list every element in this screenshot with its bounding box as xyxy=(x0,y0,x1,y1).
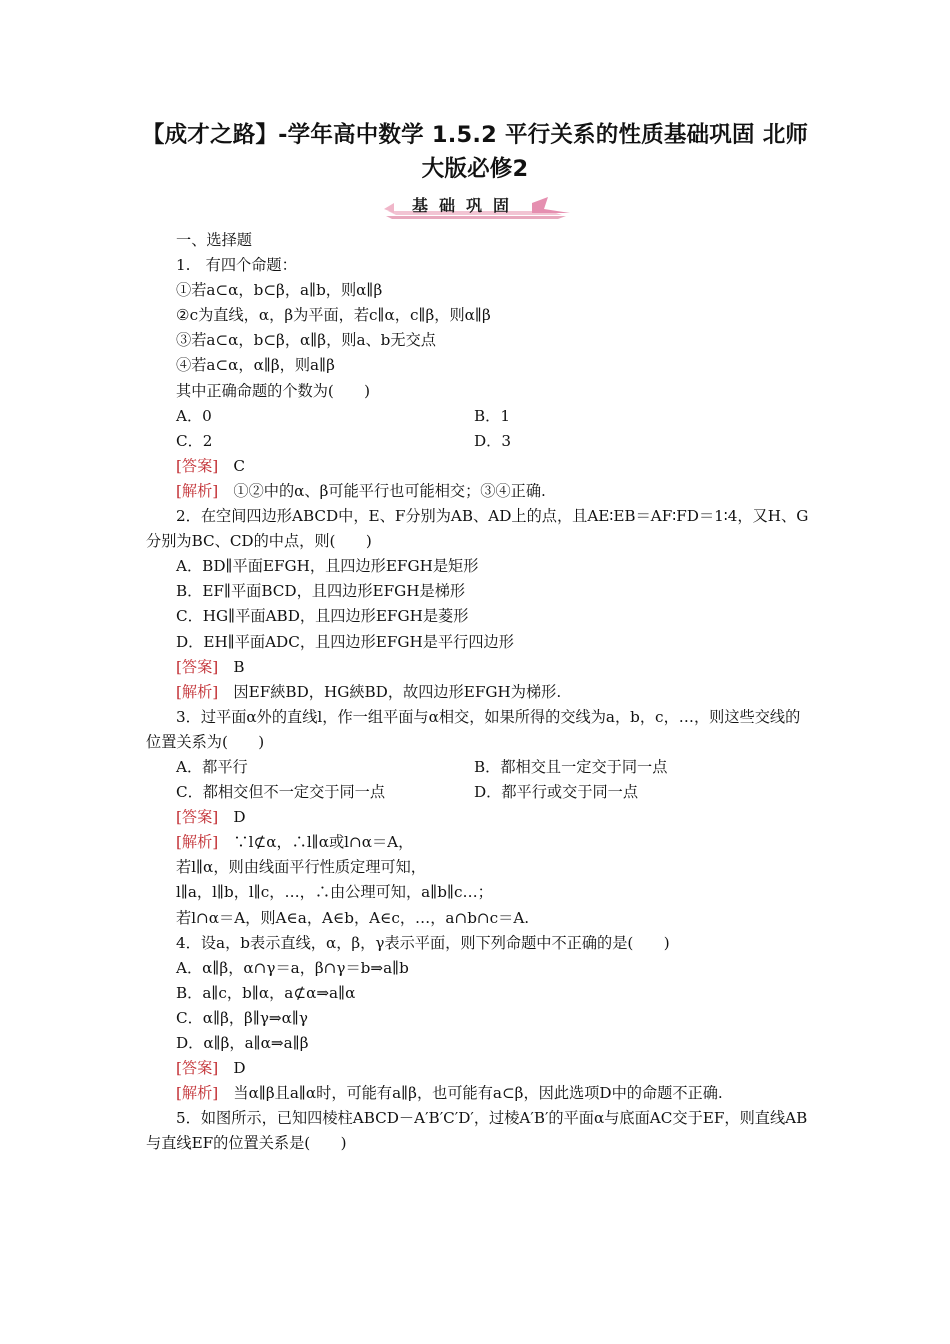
question-4-option-d: D．α∥β，a∥α⇒a∥β xyxy=(176,1034,309,1052)
option-c: C．都相交但不一定交于同一点 xyxy=(176,783,386,802)
question-3-analysis-line-2: 若l∥α，则由线面平行性质定理可知， xyxy=(176,858,426,877)
option-b: B．都相交且一定交于同一点 xyxy=(474,757,668,776)
question-1-statement-1: ①若a⊂α，b⊂β，a∥b，则α∥β xyxy=(176,281,383,300)
question-1-answer xyxy=(146,454,810,479)
question-1-options-row-2 xyxy=(146,429,810,454)
question-3-analysis-line-4: 若l∩α＝A，则A∈a，A∈b，A∈c，…，a∩b∩c＝A. xyxy=(176,908,530,927)
section-heading: 一、选择题 xyxy=(176,231,252,249)
title-line-1: 【成才之路】-学年高中数学 1.5.2 平行关系的性质基础巩固 北师 xyxy=(141,122,809,148)
question-3-analysis-line-3: l∥a，l∥b，l∥c，…，∴由公理可知，a∥b∥c…； xyxy=(176,883,493,902)
question-4-analysis xyxy=(146,1081,810,1106)
analysis-label: [解析] xyxy=(176,682,219,701)
analysis-label: [解析] xyxy=(176,833,219,852)
document-title xyxy=(100,118,850,186)
question-2-option-d: D．EH∥平面ADC，且四边形EFGH是平行四边形 xyxy=(176,632,514,651)
option-b: B．1 xyxy=(474,406,511,425)
answer-value: C xyxy=(233,456,246,475)
question-3-options-row-2 xyxy=(146,780,810,805)
analysis-label: [解析] xyxy=(176,1084,219,1103)
answer-value: D xyxy=(233,808,246,827)
analysis-label: [解析] xyxy=(176,481,219,500)
question-4-option-c: C．α∥β，β∥γ⇒α∥γ xyxy=(176,1008,308,1027)
analysis-text: 因EF綊BD，HG綊BD，故四边形EFGH为梯形. xyxy=(233,682,562,701)
question-1-statement-3: ③若a⊂α，b⊂β，α∥β，则a、b无交点 xyxy=(176,331,436,350)
question-3-analysis xyxy=(146,830,810,855)
question-2-stem: 2．在空间四边形ABCD中，E、F分别为AB、AD上的点，且AE∶EB＝AF∶FD＝1∶4，又H、G分别为BC、CD的中点，则( ) xyxy=(146,507,809,551)
question-1-prompt: 其中正确命题的个数为( ) xyxy=(176,381,371,400)
option-d: D．都平行或交于同一点 xyxy=(474,783,639,802)
question-2-option-a: A．BD∥平面EFGH，且四边形EFGH是矩形 xyxy=(176,557,479,576)
option-a: A．都平行 xyxy=(176,757,248,776)
answer-label: [答案] xyxy=(176,657,219,676)
exercise-content xyxy=(146,228,810,1156)
answer-label: [答案] xyxy=(176,456,219,475)
analysis-text: 当α∥β且a∥α时，可能有a∥β，也可能有a⊂β，因此选项D中的命题不正确. xyxy=(233,1084,723,1103)
question-2-analysis xyxy=(146,680,810,705)
answer-label: [答案] xyxy=(176,1059,219,1078)
option-a: A．0 xyxy=(176,406,212,425)
question-1-statement-2: ②c为直线，α，β为平面，若c∥α，c∥β，则α∥β xyxy=(176,306,491,325)
question-3-stem: 3．过平面α外的直线l，作一组平面与α相交，如果所得的交线为a，b，c，…，则这些交线的位置关系为( ) xyxy=(146,707,801,751)
question-4-option-b: B．a∥c，b∥α，a⊄α⇒a∥α xyxy=(176,983,356,1002)
question-2-answer xyxy=(146,655,810,680)
analysis-text: ∵l⊄α，∴l∥α或l∩α＝A， xyxy=(233,833,414,852)
question-1-statement-4: ④若a⊂α，α∥β，则a∥β xyxy=(176,356,335,375)
option-c: C．2 xyxy=(176,431,213,450)
question-1-options-row-1 xyxy=(146,404,810,429)
question-4-stem: 4．设a，b表示直线，α，β，γ表示平面，则下列命题中不正确的是( ) xyxy=(176,933,670,952)
question-1-analysis xyxy=(146,479,810,504)
question-1-stem: 1. 有四个命题： xyxy=(176,256,297,275)
question-2-option-b: B．EF∥平面BCD，且四边形EFGH是梯形 xyxy=(176,582,466,601)
question-3-options-row-1 xyxy=(146,755,810,780)
answer-value: D xyxy=(233,1059,246,1078)
option-d: D．3 xyxy=(474,431,512,450)
answer-value: B xyxy=(233,657,245,676)
question-4-option-a: A．α∥β，α∩γ＝a，β∩γ＝b⇒a∥b xyxy=(176,958,409,977)
section-banner-label: 基础巩固 xyxy=(411,196,520,215)
question-4-answer xyxy=(146,1056,810,1081)
analysis-text: ①②中的α、β可能平行也可能相交；③④正确. xyxy=(233,481,546,500)
question-3-answer xyxy=(146,805,810,830)
question-2-option-c: C．HG∥平面ABD，且四边形EFGH是菱形 xyxy=(176,607,469,626)
question-5-stem: 5．如图所示，已知四棱柱ABCD－A′B′C′D′，过棱A′B′的平面α与底面AC交于EF，则直线AB与直线EF的位置关系是( ) xyxy=(146,1109,808,1153)
answer-label: [答案] xyxy=(176,808,219,827)
title-line-2: 大版必修2 xyxy=(421,156,529,182)
